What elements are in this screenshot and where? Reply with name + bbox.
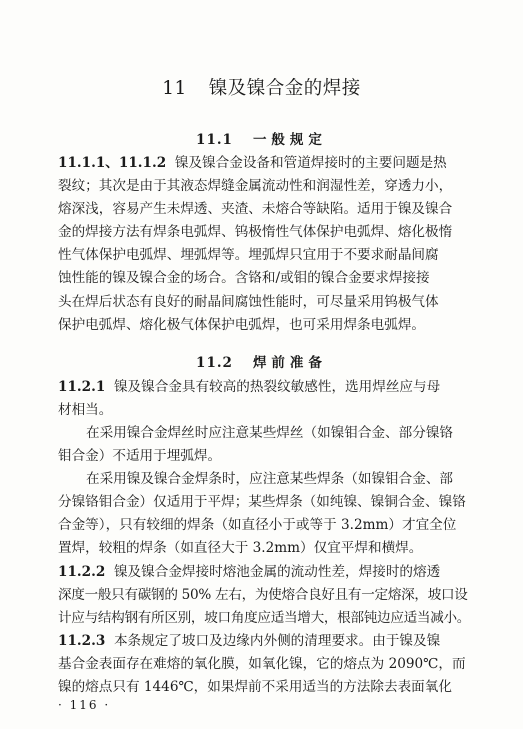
chapter-number: 11: [162, 78, 187, 99]
text-line: 在采用镍合金焊丝时应注意某些焊丝（如镍钼合金、部分镍铬: [86, 425, 454, 441]
paragraph-welding-rod: [58, 468, 470, 560]
section-heading-11-2: [0, 351, 523, 371]
paragraph-welding-wire: [58, 422, 470, 468]
text-line: 裂纹；其次是由于其液态焊缝金属流动性和润湿性差，穿透力小，: [58, 178, 453, 195]
clause-number: 11.1.1、11.1.2: [58, 155, 167, 171]
text-line: 镍的熔点只有 1446℃，如果焊前不采用适当的方法除去表面氧化: [58, 679, 452, 696]
text-line: 性气体保护电弧焊、埋弧焊等。埋弧焊只宜用于不要求耐晶间腐: [58, 247, 439, 264]
text-line: 头在焊后状态有良好的耐晶间腐蚀性能时，可尽量采用钨极气体: [58, 293, 439, 310]
text-line: 基合金表面存在难熔的氧化膜，如氧化镍，它的熔点为 2090℃，而: [58, 656, 466, 673]
section-number: 11.2: [196, 355, 233, 371]
section-heading-11-1: [0, 128, 523, 148]
text-line: 置焊，较粗的焊条（如直径大于 3.2mm）仅宜平焊和横焊。: [58, 540, 423, 557]
text-line: 保护电弧焊、熔化极气体保护电弧焊，也可采用焊条电弧焊。: [58, 316, 426, 333]
clause-number: 11.2.1: [58, 379, 106, 395]
text-line: 在采用镍及镍合金焊条时，应注意某些焊条（如镍钼合金、部: [86, 471, 454, 487]
text-line: 熔深浅，容易产生未焊透、夹渣、未熔合等缺陷。适用于镍及镍合: [58, 201, 453, 218]
text-line: 蚀性能的镍及镍合金的场合。含铬和/或钼的镍合金要求焊接接: [58, 270, 430, 287]
paragraph-11-2-3: [58, 630, 470, 699]
section-title-text: 焊前准备: [252, 355, 327, 371]
text-line: 11.2.1 镍及镍合金具有较高的热裂纹敏感性，选用焊丝应与母: [58, 379, 441, 395]
page-number: · 116 ·: [58, 698, 111, 712]
paragraph-11-2-1: [58, 376, 470, 422]
paragraph-11-2-2: [58, 561, 470, 630]
paragraph-11-1-1: [58, 152, 470, 337]
text-line: 11.2.2 镍及镍合金焊接时熔池金属的流动性差，焊接时的熔透: [58, 564, 441, 580]
chapter-title-text: 镍及镍合金的焊接: [208, 78, 361, 99]
text-line: 钼合金）不适用于埋弧焊。: [58, 448, 222, 465]
text-line: 11.1.1、11.1.2 镍及镍合金设备和管道焊接时的主要问题是热: [58, 155, 447, 171]
chapter-title: [0, 74, 523, 100]
clause-number: 11.2.3: [58, 633, 106, 649]
text-line: 11.2.3 本条规定了坡口及边缘内外侧的清理要求。由于镍及镍: [58, 633, 441, 649]
section-number: 11.1: [196, 132, 233, 148]
text-line: 分镍铬钼合金）仅适用于平焊；某些焊条（如纯镍、镍铜合金、镍铬: [58, 494, 466, 511]
text-line: 计应与结构钢有所区别，坡口角度应适当增大，根部钝边应适当减小。: [58, 610, 471, 627]
section-title-text: 一般规定: [252, 132, 327, 148]
text-line: 合金等），只有较细的焊条（如直径小于或等于 3.2mm）才宜全位: [58, 517, 457, 534]
text-line: 金的焊接方法有焊条电弧焊、钨极惰性气体保护电弧焊、熔化极惰: [58, 224, 453, 241]
text-line: 材相当。: [58, 402, 113, 419]
text-line: 深度一般只有碳钢的 50% 左右，为使熔合良好且有一定熔深，坡口设: [58, 587, 468, 604]
clause-number: 11.2.2: [58, 564, 106, 580]
